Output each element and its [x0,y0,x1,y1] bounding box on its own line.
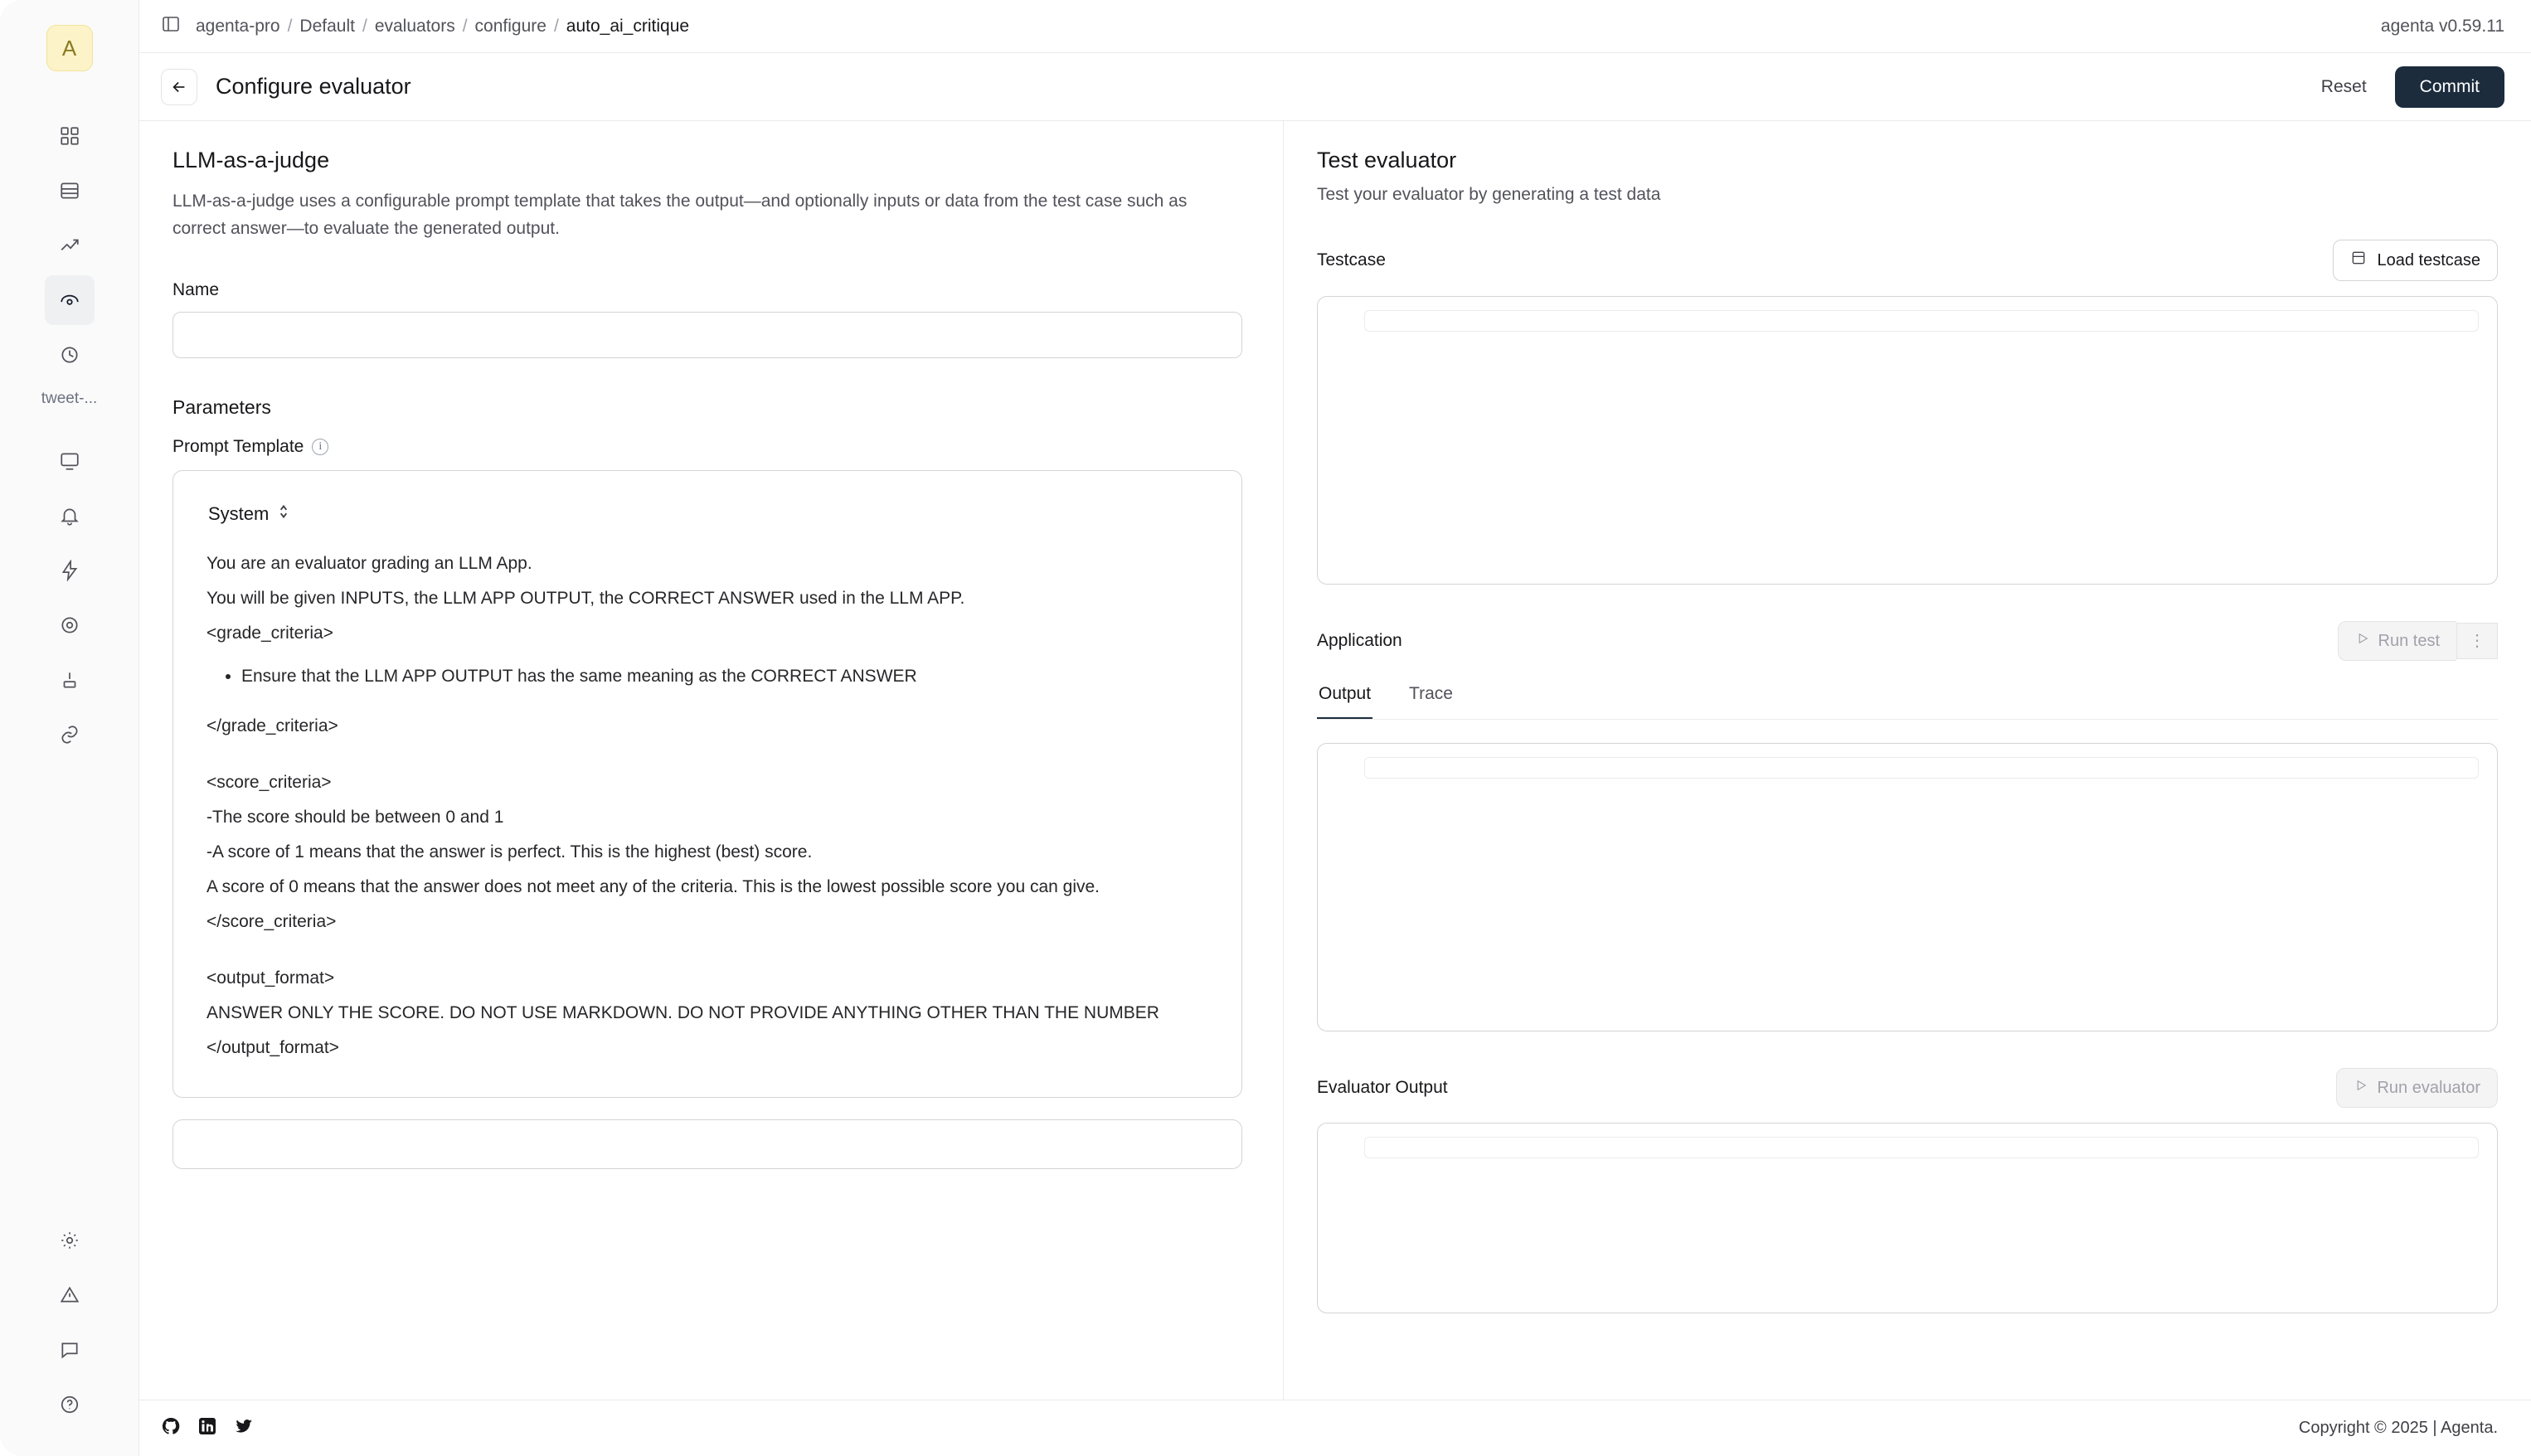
page-title: Configure evaluator [216,74,411,99]
test-evaluator-pane [1284,121,2531,1400]
prompt-line: <score_criteria> [206,772,332,792]
testcase-label: Testcase [1317,250,1386,269]
name-label: Name [172,280,220,300]
commit-button[interactable]: Commit [2395,66,2504,108]
apps-icon[interactable] [45,111,95,161]
load-testcase-label: Load testcase [2377,250,2480,269]
testcase-editor[interactable] [1317,296,2498,585]
chart-icon[interactable] [45,221,95,270]
prompt-line: </score_criteria> [206,911,337,931]
linkedin-icon[interactable] [197,1416,217,1440]
parameters-label: Parameters [172,396,271,419]
prompt-bullet-list [197,662,1218,691]
prompt-line: -The score should be between 0 and 1 [206,807,504,827]
evaluators-icon[interactable] [45,275,95,325]
prompt-line: You are an evaluator grading an LLM App. [206,554,532,574]
info-icon[interactable]: i [312,439,328,455]
reset-button[interactable]: Reset [2310,69,2378,105]
load-testcase-button[interactable] [2333,240,2498,281]
social-links [161,1416,254,1440]
bell-icon[interactable] [45,491,95,541]
prompt-line: ANSWER ONLY THE SCORE. DO NOT USE MARKDOWN. DO NOT PROVIDE ANYTHING OTHER THAN THE NUMBER [206,1002,1159,1022]
testcase-input-line[interactable] [1364,310,2479,332]
prompt-bullet: • Ensure that the LLM APP OUTPUT has the same meaning as the CORRECT ANSWER [241,662,1218,691]
tab-trace[interactable]: Trace [1409,684,1453,703]
prompt-line: <output_format> [206,968,335,988]
back-button[interactable] [161,69,197,105]
prompt-line: </grade_criteria> [206,716,338,735]
help-icon[interactable] [45,1380,95,1429]
github-icon[interactable] [161,1416,181,1440]
test-evaluator-title: Test evaluator [1317,148,1457,172]
name-input[interactable] [172,312,1242,358]
evaluator-output-header [1317,1068,2498,1108]
prompt-template-secondary[interactable] [172,1119,1242,1169]
avatar[interactable]: A [46,25,93,71]
prompt-template-editor[interactable] [172,470,1242,1098]
prompt-template-label: Prompt Template [172,437,304,457]
role-selector[interactable] [208,502,1218,525]
play-icon [2354,1078,2368,1098]
flow-icon[interactable] [45,655,95,705]
breadcrumb-item-1[interactable]: Default [299,16,355,36]
breadcrumb-item-4[interactable]: auto_ai_critique [566,16,690,36]
prompt-line: You will be given INPUTS, the LLM APP OUTPUT, the CORRECT ANSWER used in the LLM APP. [206,589,965,609]
breadcrumb-separator: / [462,16,468,36]
run-test-label: Run test [2378,631,2440,650]
toggle-panel-icon[interactable] [161,14,181,39]
chevron-updown-icon[interactable] [277,502,290,525]
breadcrumb [196,17,689,36]
workspace-label[interactable]: tweet-... [41,390,98,407]
application-header [1317,621,2498,661]
header-actions [2310,66,2504,108]
evaluator-config-pane [139,121,1284,1400]
page-header [139,53,2531,121]
run-test-button[interactable] [2338,621,2456,661]
breadcrumb-item-3[interactable]: configure [474,16,547,36]
breadcrumb-item-2[interactable]: evaluators [374,16,455,36]
sidebar [0,0,139,1456]
run-evaluator-label: Run evaluator [2377,1078,2480,1097]
chat-icon[interactable] [45,1325,95,1375]
breadcrumb-item-0[interactable]: agenta-pro [196,16,280,36]
copyright-text: Copyright © 2025 | Agenta. [2298,1419,2498,1437]
testcase-header [1317,240,2498,281]
topbar [139,0,2531,53]
evaluator-output-viewer[interactable] [1317,1123,2498,1313]
evaluator-output-label: Evaluator Output [1317,1078,1448,1097]
content-split [139,121,2531,1400]
evaluator-description: LLM-as-a-judge uses a configurable prompt template that takes the output—and optionally inputs or data from the test case such as correct answer—to evaluate the generated output. [172,192,1188,238]
prompt-line: -A score of 1 means that the answer is perfect. This is the highest (best) score. [206,842,813,861]
prompt-line: <grade_criteria> [206,624,333,643]
version-label: agenta v0.59.11 [2380,16,2504,36]
output-viewer[interactable] [1317,743,2498,1031]
evaluator-title: LLM-as-a-judge [172,148,330,172]
breadcrumb-separator: / [287,16,293,36]
tab-output[interactable]: Output [1317,676,1372,719]
footer [139,1400,2531,1456]
test-evaluator-subtitle: Test your evaluator by generating a test data [1317,185,1661,204]
run-test-more-icon[interactable]: ⋮ [2456,623,2498,659]
evaluator-output-input-line[interactable] [1364,1137,2479,1158]
prompt-line: </output_format> [206,1037,339,1057]
sidebar-bottom [45,1216,95,1456]
main-area [139,0,2531,1456]
breadcrumb-separator: / [553,16,559,36]
database-icon [2350,250,2367,271]
bolt-icon[interactable] [45,546,95,595]
link-icon[interactable] [45,710,95,760]
clock-icon[interactable] [45,330,95,380]
application-tabs [1317,676,2498,720]
database-icon[interactable] [45,166,95,216]
warning-icon[interactable] [45,1270,95,1320]
application-label: Application [1317,631,1402,650]
output-input-line[interactable] [1364,757,2479,779]
role-label: System [208,502,270,524]
breadcrumb-separator: / [362,16,367,36]
monitor-icon[interactable] [45,436,95,486]
run-evaluator-button[interactable] [2336,1068,2498,1108]
settings-icon[interactable] [45,1216,95,1265]
target-icon[interactable] [45,600,95,650]
run-test-split-button[interactable] [2338,621,2498,661]
twitter-icon[interactable] [234,1416,254,1440]
prompt-line: A score of 0 means that the answer does not meet any of the criteria. This is the lowest possible score you can give. [206,876,1100,896]
play-icon [2355,631,2370,651]
prompt-template-label-row [172,437,1250,457]
